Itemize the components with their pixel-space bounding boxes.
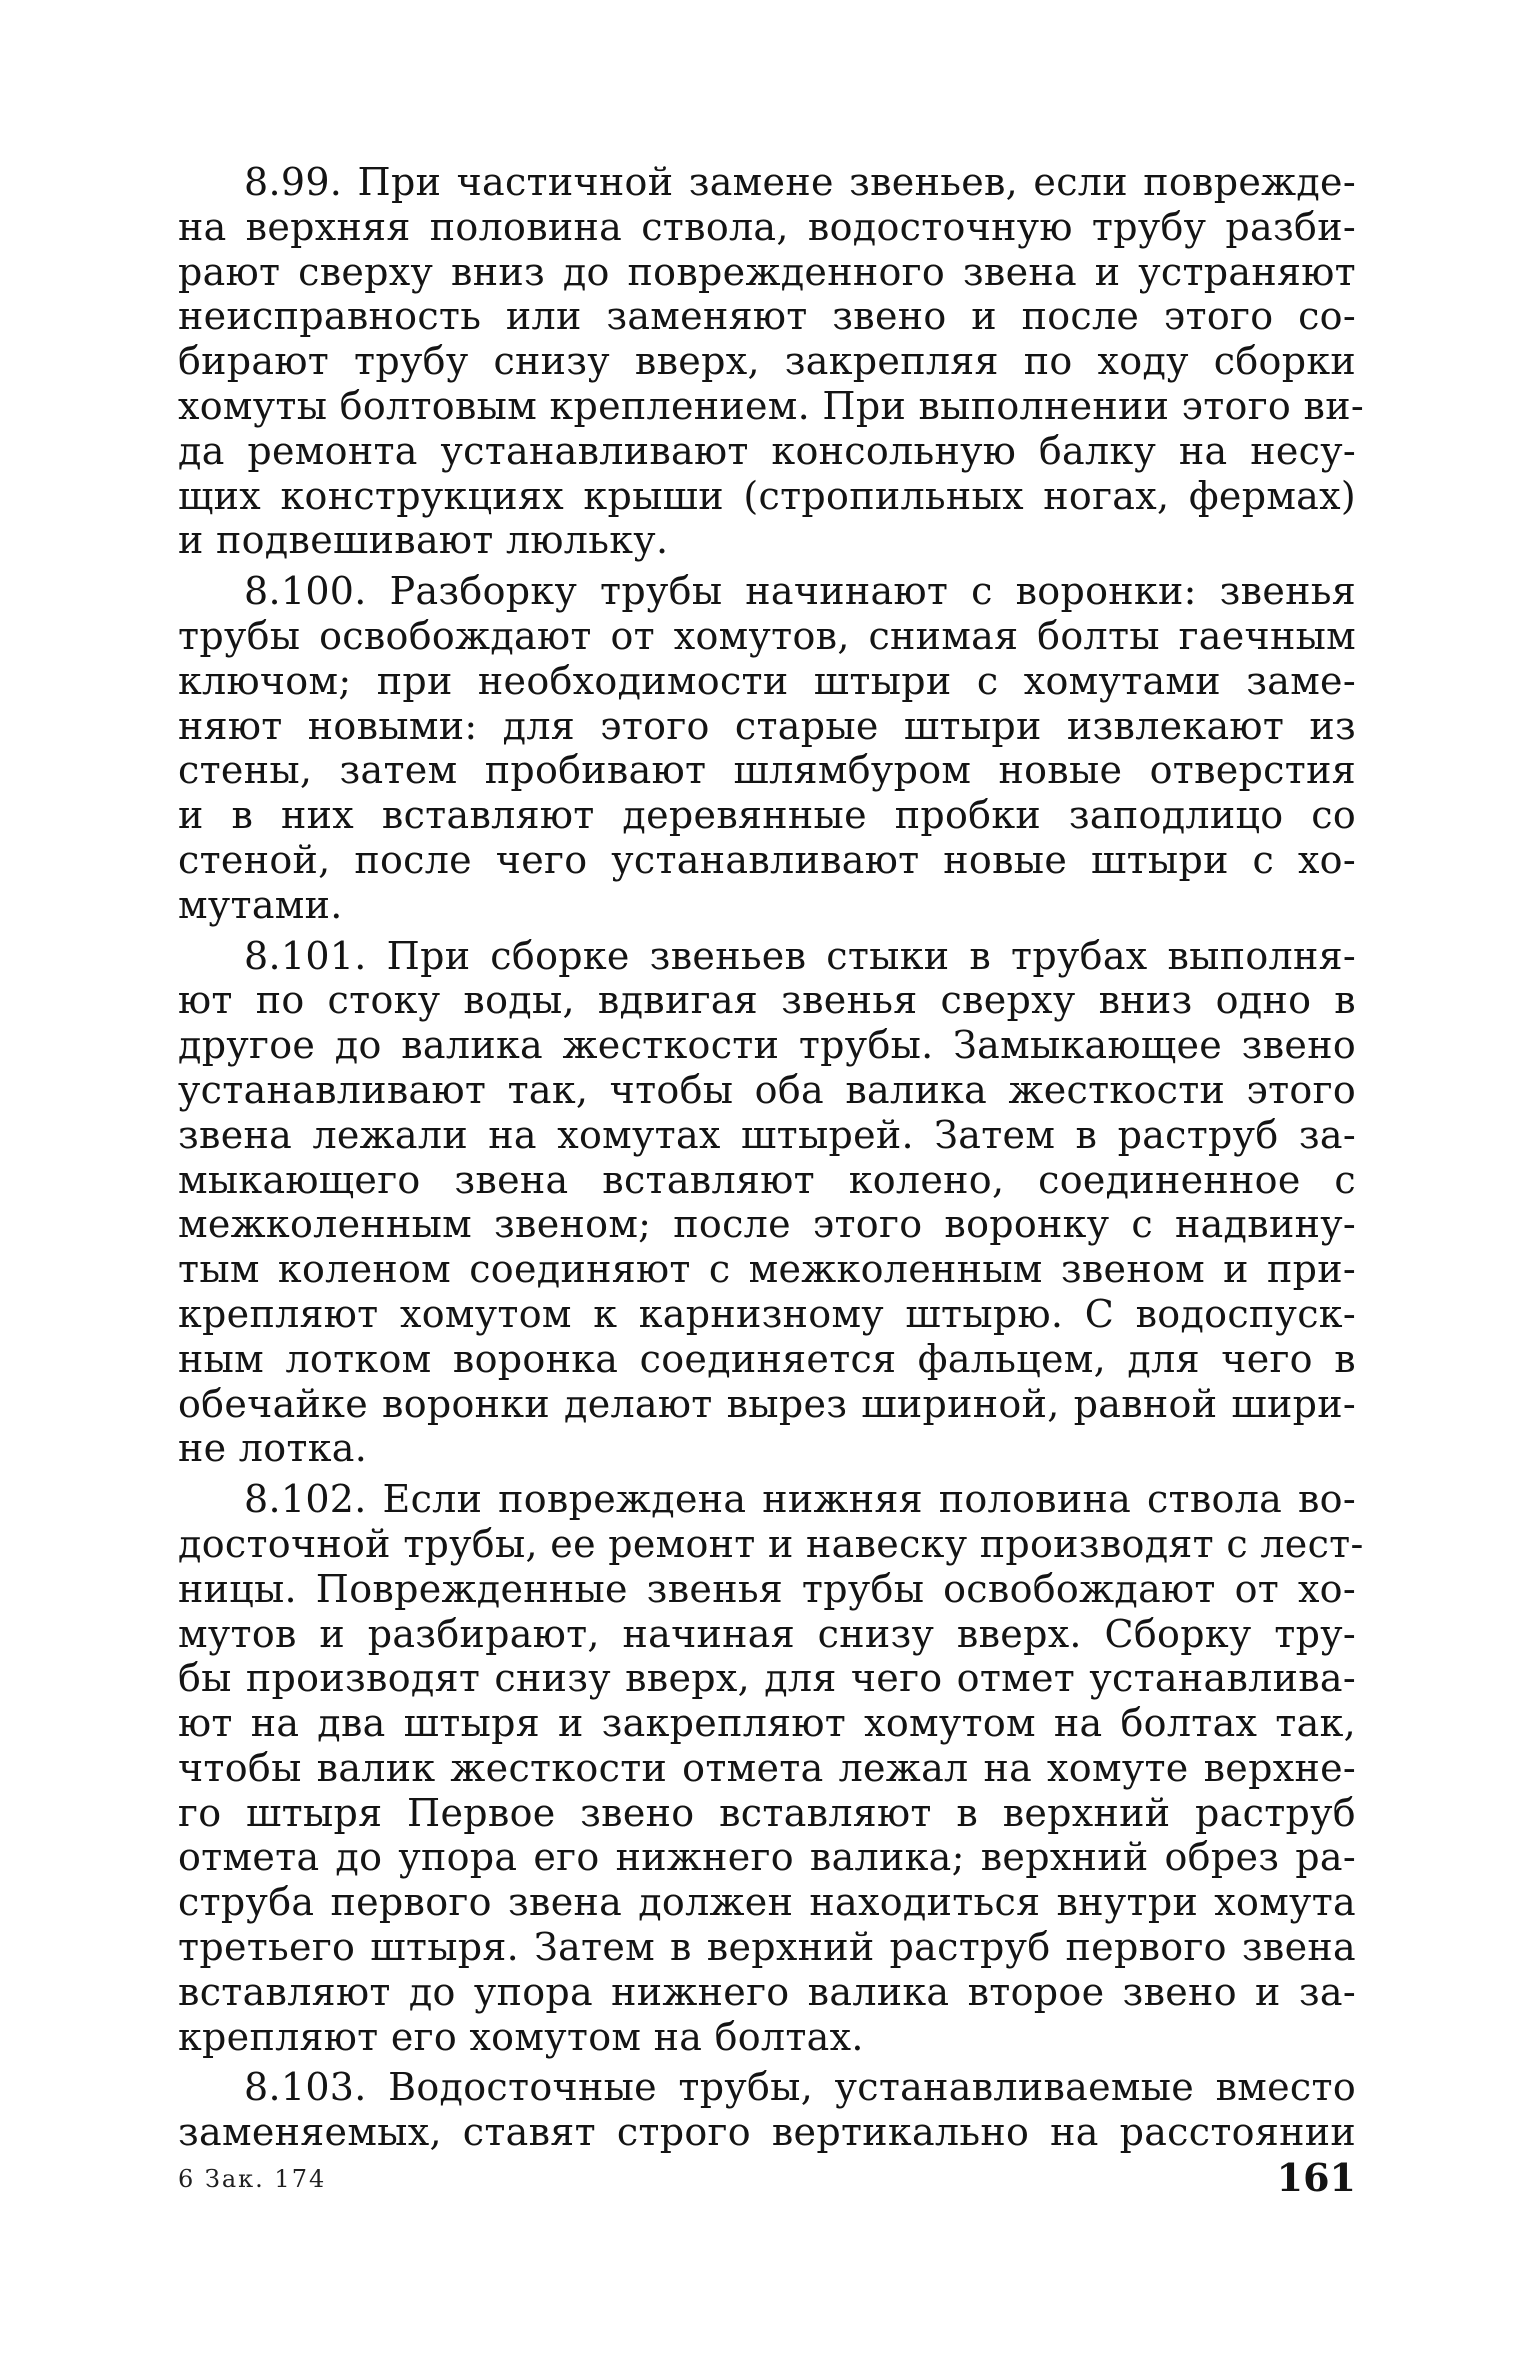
text-line: го штыря Первое звено вставляют в верхний раструб [178,1790,1356,1835]
text-line: ным лотком воронка соединяется фальцем, для чего в [178,1336,1356,1381]
text-line: ницы. Поврежденные звенья трубы освобождают от хо- [178,1566,1356,1611]
page-number: 161 [1276,2155,1356,2200]
text-line: другое до валика жесткости трубы. Замыкающее звено [178,1023,1356,1068]
text-line: чтобы валик жесткости отмета лежал на хомуте верхне- [178,1745,1356,1790]
text-line: 8.103. Водосточные трубы, устанавливаемые вместо [244,2065,1356,2110]
text-line: бы производят снизу вверх, для чего отмет устанавлива- [178,1656,1356,1701]
text-line: не лотка. [178,1426,368,1471]
printer-note: 6 Зак. 174 [178,2165,327,2193]
text-line: стеной, после чего устанавливают новые штыри с хо- [178,837,1356,882]
text-line: обечайке воронки делают вырез шириной, равной шири- [178,1381,1356,1426]
paragraph [178,2065,1356,2155]
text-line: крепляют хомутом к карнизному штырю. С водоспуск- [178,1291,1356,1336]
paragraph [178,160,1364,563]
text-line: трубы освобождают от хомутов, снимая болты гаечным [178,613,1356,658]
text-line: неисправность или заменяют звено и после этого со- [178,294,1356,339]
paragraph [178,569,1356,927]
text-line: тым коленом соединяют с межколенным звеном и при- [178,1247,1356,1292]
text-line: стены, затем пробивают шлямбуром новые отверстия [178,748,1356,793]
text-line: хомуты болтовым креплением. При выполнении этого ви- [178,383,1364,428]
paragraph [178,1477,1364,2059]
text-line: 8.102. Если повреждена нижняя половина ствола во- [244,1477,1356,1522]
text-line: ют на два штыря и закрепляют хомутом на болтах так, [178,1701,1356,1746]
text-line: и подвешивают люльку. [178,518,669,563]
text-line: щих конструкциях крыши (стропильных ногах, фермах) [178,473,1356,518]
text-line: ключом; при необходимости штыри с хомутами заме- [178,658,1356,703]
text-line: и в них вставляют деревянные пробки заподлицо со [178,793,1356,838]
text-line: няют новыми: для этого старые штыри извлекают из [178,703,1356,748]
text-line: рают сверху вниз до поврежденного звена и устраняют [178,249,1356,294]
text-line: третьего штыря. Затем в верхний раструб первого звена [178,1925,1356,1970]
paragraph [178,934,1356,1472]
text-line: 8.101. При сборке звеньев стыки в трубах выполня- [244,933,1356,978]
text-line: 8.99. При частичной замене звеньев, если поврежде- [244,160,1356,204]
text-line: досточной трубы, ее ремонт и навеску производят с лест- [178,1521,1364,1566]
text-line: мутов и разбирают, начиная снизу вверх. Сборку тру- [178,1611,1356,1656]
text-line: вставляют до упора нижнего валика второе звено и за- [178,1969,1356,2014]
text-line: на верхняя половина ствола, водосточную трубу разби- [178,204,1356,249]
text-line: устанавливают так, чтобы оба валика жесткости этого [178,1067,1356,1112]
text-line: 8.100. Разборку трубы начинают с воронки: звенья [244,569,1356,614]
text-line: ют по стоку воды, вдвигая звенья сверху вниз одно в [178,978,1356,1023]
page-footer [178,2155,1356,2205]
text-line: мутами. [178,882,343,927]
body-text [178,160,1364,2155]
text-line: отмета до упора его нижнего валика; верхний обрез ра- [178,1835,1356,1880]
text-line: крепляют его хомутом на болтах. [178,2014,864,2059]
text-line: бирают трубу снизу вверх, закрепляя по ходу сборки [178,339,1356,384]
text-line: межколенным звеном; после этого воронку с надвину- [178,1202,1356,1247]
text-line: струба первого звена должен находиться внутри хомута [178,1880,1356,1925]
text-line: мыкающего звена вставляют колено, соединенное с [178,1157,1356,1202]
text-line: заменяемых, ставят строго вертикально на расстоянии [178,2110,1356,2155]
text-line: да ремонта устанавливают консольную балку на несу- [178,428,1356,473]
text-line: звена лежали на хомутах штырей. Затем в раструб за- [178,1112,1356,1157]
